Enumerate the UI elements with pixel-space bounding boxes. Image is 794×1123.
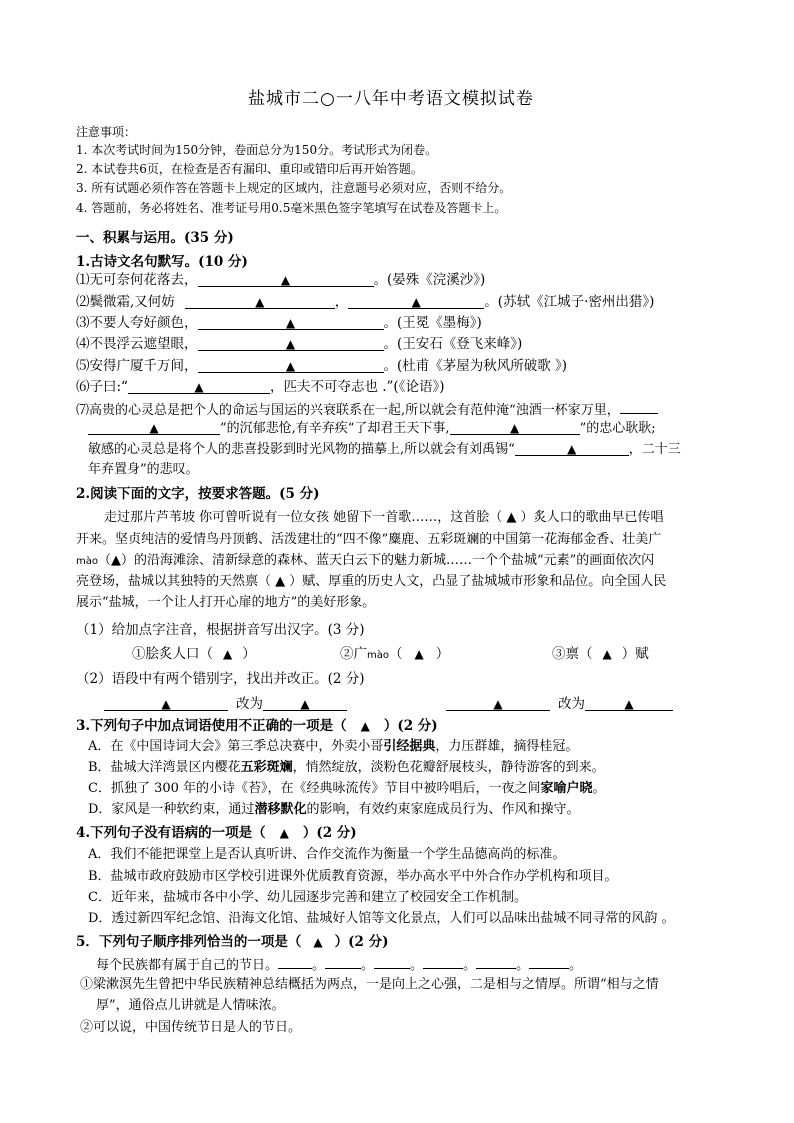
answer-mark-icon: ▲ (285, 316, 296, 330)
answer-blank[interactable] (348, 293, 484, 309)
answer-blank[interactable] (476, 953, 516, 969)
q4-heading-score: ）(2 分) (302, 825, 357, 841)
answer-mark-icon[interactable]: ▲ (414, 647, 424, 661)
q5-option-1b: 厚”，通俗点儿讲就是人情味浓。 (96, 998, 285, 1013)
answer-mark-icon[interactable]: ▲ (279, 826, 289, 840)
q2-options (132, 644, 256, 664)
q1-line-7-text: ⑺高贵的心灵总是把个人的命运与国运的兴衰联系在一起,所以就会有范仲淹“浊酒一杯家万里， (76, 403, 620, 418)
q1-line-4 (76, 334, 522, 354)
q3-heading-score: ）(2 分) (383, 718, 438, 734)
q3-heading (76, 716, 438, 736)
answer-mark-icon[interactable]: ▲ (360, 719, 370, 733)
q1-line-5-source: 。(杜甫《茅屋为秋风所破歌 》) (383, 358, 568, 374)
q1-line-1-source: 。(晏殊《浣溪沙》) (373, 272, 486, 288)
q1-line-7d: 年弃置身”的悲叹。 (88, 462, 199, 477)
q1-line-5-text: ⑸安得广厦千万间， (76, 358, 198, 374)
change-label: 改为 (558, 696, 585, 712)
q4-option-b: B．盐城市政府鼓励市区学校引进课外优质教育资源，举办高水平中外合作办学机构和项目。 (88, 869, 618, 884)
q3-option-a (88, 737, 578, 757)
q5-period: 。 (361, 958, 375, 973)
q5-period: 。 (463, 958, 477, 973)
q2-heading: 2.阅读下面的文字，按要求答题。(5 分) (76, 486, 320, 502)
q2-passage-line-3 (76, 551, 654, 572)
q1-line-3-source: 。(王冕《墨梅》) (383, 315, 482, 331)
q3-option-c-text: C．抓独了 300 年的小诗《苔》，在《经典咏流传》节目中被吟唱后，一夜之间 (88, 781, 541, 796)
q2-passage-line-5: 展示“盐城，一个让人打开心扉的地方”的美好形象。 (76, 595, 376, 610)
answer-mark-icon[interactable]: ▲ (602, 647, 612, 661)
answer-mark-icon: ▲ (300, 697, 310, 711)
q1-line-4-text: ⑷不畏浮云遮望眼， (76, 336, 198, 352)
q1-line-1 (76, 270, 485, 290)
answer-mark-icon: ▲ (411, 295, 421, 309)
answer-blank[interactable] (585, 695, 673, 711)
q4-option-a: A．我们不能把课堂上是否认真听讲、合作交流作为衡量一个学生品德高尚的标准。 (88, 847, 566, 862)
answer-blank[interactable] (446, 695, 550, 711)
answer-blank[interactable] (198, 314, 384, 330)
q5-stem-text: 每个民族都有属于自己的节日。 (96, 958, 279, 973)
q3-option-d (88, 800, 579, 820)
answer-blank[interactable] (198, 357, 384, 373)
answer-mark-icon: ▲ (567, 442, 577, 456)
q2-option-3-line (552, 644, 649, 664)
answer-mark-icon: ▲ (285, 337, 296, 351)
q1-line-7b (88, 419, 656, 439)
notice-item-2: 2. 本试卷共6页，在检查是否有漏印、重印或错印后再开始答题。 (76, 162, 423, 176)
q3-option-d-tail: 的影响，有效约束家庭成员行为、作风和操守。 (306, 802, 580, 817)
answer-mark-icon[interactable]: ▲ (313, 935, 323, 949)
q1-line-3 (76, 313, 482, 333)
q1-line-2-sep: ， (334, 294, 349, 310)
q3-option-c (88, 779, 606, 799)
answer-blank[interactable] (423, 953, 463, 969)
answer-blank[interactable] (374, 953, 410, 969)
q1-heading: 1.古诗文名句默写。(10 分) (76, 254, 248, 270)
q2-sub-1: （1）给加点字注音，根据拼音写出汉字。(3 分) (76, 622, 365, 638)
q1-line-6-source: ，匹夫不可夺志也 .”(《论语》) (269, 379, 445, 395)
q1-line-2-text: ⑵鬓微霜,又何妨 (76, 294, 175, 310)
q3-option-b-tail: ，悄然绽放，淡粉色花瓣舒展枝头，静待游客的到来。 (292, 760, 605, 775)
q1-line-2-source: 。(苏轼《江城子·密州出猎》) (484, 294, 655, 310)
answer-mark-icon[interactable]: ▲ (223, 647, 233, 661)
q3-option-d-text: D．家风是一种软约束，通过 (88, 802, 255, 817)
answer-blank[interactable] (515, 440, 629, 456)
notice-item-3: 3. 所有试题必须作答在答题卡上规定的区域内，注意题号必须对应，否则不给分。 (76, 181, 512, 195)
q2-option-1-close: ） (242, 646, 256, 662)
q1-line-1-text: ⑴无可奈何花落去， (76, 272, 198, 288)
notice-item-4: 4. 答题前，务必将姓名、准考证号用0.5毫米黑色签字笔填写在试卷及答题卡上。 (76, 201, 507, 215)
section-heading: 一、积累与运用。(35 分) (76, 230, 234, 246)
q5-stem (96, 953, 582, 976)
q1-line-6 (76, 377, 444, 397)
answer-mark-icon: ▲ (255, 295, 265, 309)
q2-option-3: ③禀（ (552, 646, 593, 662)
q2-passage-line-1: 走过那片芦苇坡 你可曾听说有一位女孩 她留下一首歌……，这首脍（ ▲ ）炙人口的歌曲早已传唱 (104, 510, 664, 525)
q2-fix-line (104, 694, 347, 714)
answer-mark-icon: ▲ (280, 273, 291, 287)
q1-line-4-source: 。(王安石《登飞来峰》) (383, 336, 523, 352)
q1-line-7c (88, 440, 681, 460)
q2-passage-line-2: 开来。坚贞纯洁的爱情鸟丹顶鹤、活泼建壮的“四不像”麋鹿、五彩斑斓的中国第一花海郁金香、壮美广 (76, 532, 662, 547)
answer-blank[interactable] (450, 419, 580, 435)
answer-blank[interactable] (88, 419, 220, 435)
pinyin-mao-2: mào (367, 650, 389, 661)
answer-mark-icon: ▲ (493, 697, 503, 711)
q5-period: 。 (569, 958, 583, 973)
q1-line-7-text-b: ”的沉郁悲怆,有辛弃疾“了却君王天下事, (220, 421, 450, 436)
q2-option-2: ②广 (340, 646, 367, 662)
change-label: 改为 (236, 696, 263, 712)
q5-option-2: ②可以说，中国传统节日是人的节日。 (80, 1020, 302, 1035)
answer-blank[interactable] (198, 335, 384, 351)
q3-option-d-keyword: 潜移默化 (254, 802, 307, 817)
q1-line-7-text-c: ”的忠心耿耿; (579, 421, 656, 436)
q3-option-c-tail: 。 (592, 781, 606, 796)
q3-option-a-text: A．在《中国诗词大会》第三季总决赛中，外卖小哥 (88, 739, 384, 754)
q3-option-b-keyword: 五彩斑斓 (240, 760, 293, 775)
answer-blank[interactable] (529, 953, 569, 969)
q1-line-2 (76, 292, 654, 312)
q3-option-a-tail: ，力压群雄，摘得桂冠。 (435, 739, 579, 754)
q2-option-1: ①脍炙人口（ (132, 646, 213, 662)
q2-passage-line-4: 亮登场，盐城以其独特的天然禀（ ▲ ）赋、厚重的历史人文，凸显了盐城城市形象和品位。向全国人民 (76, 574, 667, 589)
q5-heading-text: 5．下列句子顺序排列恰当的一项是（ (76, 934, 302, 950)
q2-option-2-open: （ (389, 646, 403, 662)
q3-heading-text: 3.下列句子中加点词语使用不正确的一项是（ (76, 718, 347, 734)
q5-period: 。 (516, 958, 530, 973)
answer-blank[interactable] (263, 695, 347, 711)
q4-option-c: C．近年来，盐城市各中小学、幼儿园逐步完善和建立了校园安全工作机制。 (88, 890, 527, 905)
q1-line-3-text: ⑶不要人夸好颜色， (76, 315, 198, 331)
answer-blank[interactable] (620, 398, 658, 414)
q1-line-7a (76, 398, 658, 421)
q4-heading-text: 4.下列句子没有语病的一项是（ (76, 825, 266, 841)
q2-passage-line-3-text: （▲）的沿海滩涂、清新绿意的森林、蓝天白云下的魅力新城……一个个盐城“元素”的画面依次闪 (98, 553, 655, 568)
answer-mark-icon: ▲ (285, 359, 296, 373)
q1-line-7-text-e: ，二十三 (628, 442, 681, 457)
q5-heading-score: ）(2 分) (334, 934, 389, 950)
answer-mark-icon: ▲ (149, 421, 159, 435)
q2-sub-2: （2）语段中有两个错别字，找出并改正。(2 分) (76, 671, 365, 687)
page-title: 盐城市二○一八年中考语文模拟试卷 (248, 89, 534, 109)
answer-blank[interactable] (128, 378, 270, 394)
pinyin-mao: mào (76, 556, 98, 567)
q1-line-7-text-d: 敏感的心灵总是将个人的悲喜投影到时光风物的描摹上,所以就会有刘禹锡“ (88, 442, 515, 457)
q5-option-1a: ①梁漱溟先生曾把中华民族精神总结概括为两点，一是向上之心强，二是相与之情厚。所谓“相与之情 (80, 977, 659, 992)
answer-mark-icon: ▲ (509, 421, 520, 435)
answer-blank[interactable] (104, 695, 228, 711)
q3-option-b-text: B．盐城大洋湾景区内樱花 (88, 760, 241, 775)
q2-option-2-close: ） (435, 646, 450, 662)
q2-option-3-close: ）赋 (621, 646, 649, 662)
answer-blank[interactable] (185, 293, 335, 309)
q1-line-6-text: ⑹子曰:“ (76, 379, 128, 395)
answer-mark-icon: ▲ (194, 380, 204, 394)
q3-option-c-keyword: 家喻户晓 (540, 781, 593, 796)
q5-period: 。 (312, 958, 326, 973)
q3-option-a-keyword: 引经据典 (383, 739, 436, 754)
notice-item-1: 1. 本次考试时间为150分钟，卷面总分为150分。考试形式为闭卷。 (76, 143, 438, 157)
q3-option-b (88, 758, 605, 778)
q5-period: 。 (410, 958, 424, 973)
answer-blank[interactable] (278, 953, 312, 969)
q2-fix-line-2 (446, 694, 673, 714)
answer-blank[interactable] (198, 271, 374, 287)
q4-option-d: D．透过新四军纪念馆、沿海文化馆、盐城好人馆等文化景点，人们可以品味出盐城不同寻常的风韵 。 (88, 911, 675, 926)
q1-line-5 (76, 356, 567, 376)
q2-option-2-line (340, 644, 449, 666)
answer-mark-icon: ▲ (161, 697, 171, 711)
answer-blank[interactable] (325, 953, 361, 969)
q4-heading (76, 823, 357, 843)
answer-mark-icon: ▲ (624, 697, 634, 711)
notice-heading: 注意事项： (76, 125, 137, 139)
q5-heading (76, 932, 389, 952)
